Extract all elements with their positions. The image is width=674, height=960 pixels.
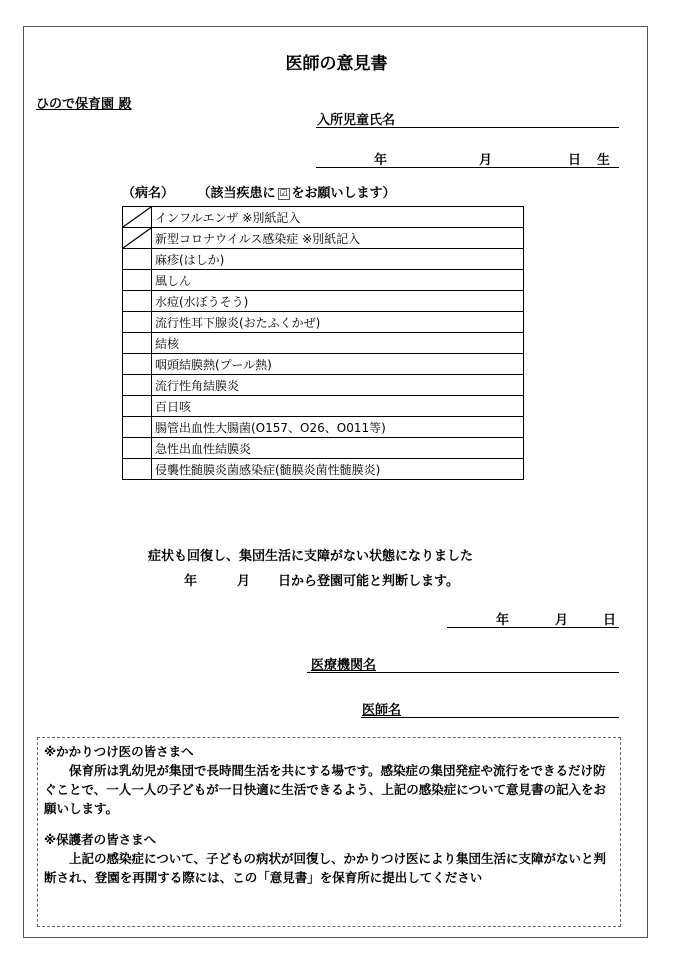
disease-checkbox[interactable]: [123, 207, 152, 228]
addressee: ひので保育園 殿: [36, 97, 132, 112]
statement-year-label: 年: [184, 574, 198, 589]
attendance-statement: [184, 570, 459, 589]
guardians-heading: ※保護者の皆さまへ: [44, 832, 157, 847]
disease-name: 急性出血性結膜炎: [152, 438, 524, 459]
disease-name: 咽頭結膜熱(プール熱): [152, 354, 524, 375]
birthdate-month-label: 月: [479, 153, 493, 168]
disease-row: [123, 417, 524, 438]
disease-checkbox[interactable]: [123, 333, 152, 354]
disease-checkbox[interactable]: [123, 417, 152, 438]
disease-name: 百日咳: [152, 396, 524, 417]
statement-suffix: 日から登園可能と判断します。: [278, 574, 459, 589]
institution-label: 医療機関名: [311, 658, 377, 673]
disease-checkbox[interactable]: [123, 354, 152, 375]
disease-row: [123, 291, 524, 312]
disease-checkbox[interactable]: [123, 375, 152, 396]
disease-checkbox[interactable]: [123, 249, 152, 270]
doctors-heading: ※かかりつけ医の皆さまへ: [44, 744, 194, 759]
birthdate-day-label: 日: [568, 153, 582, 168]
opinion-form: [23, 26, 648, 938]
checkbox-icon: ☑: [279, 188, 288, 199]
form-title: 医師の意見書: [285, 54, 388, 74]
recovery-statement: 症状も回復し、集団生活に支障がない状態になりました: [148, 549, 474, 564]
disease-row: [123, 396, 524, 417]
disease-row: [123, 459, 524, 480]
disease-name: 新型コロナウイルス感染症 ※別紙記入: [152, 228, 524, 249]
disease-checkbox[interactable]: [123, 459, 152, 480]
disease-name: 麻疹(はしか): [152, 249, 524, 270]
disease-header-note-suffix: をお願いします）: [291, 186, 396, 201]
disease-table: [122, 206, 524, 480]
disease-checkbox[interactable]: [123, 270, 152, 291]
disease-row: [123, 438, 524, 459]
disease-row: [123, 249, 524, 270]
notes-box: [37, 737, 621, 927]
disease-row: [123, 270, 524, 291]
disease-name: 流行性角結膜炎: [152, 375, 524, 396]
disease-checkbox[interactable]: [123, 396, 152, 417]
disease-name: 流行性耳下腺炎(おたふくかぜ): [152, 312, 524, 333]
disease-name: 水痘(水ぼうそう): [152, 291, 524, 312]
disease-checkbox[interactable]: [123, 312, 152, 333]
child-name-label: 入所児童氏名: [317, 113, 396, 128]
disease-checkbox[interactable]: [123, 438, 152, 459]
date-field[interactable]: [447, 609, 619, 628]
disease-name: 侵襲性髄膜炎菌感染症(髄膜炎菌性髄膜炎): [152, 459, 524, 480]
disease-row: [123, 375, 524, 396]
disease-header: [122, 182, 396, 201]
slash-mark-icon: [123, 228, 151, 248]
date-day-label: 日: [603, 613, 617, 628]
disease-checkbox[interactable]: [123, 228, 152, 249]
disease-row: [123, 207, 524, 228]
guardians-body: 上記の感染症について、子どもの病状が回復し、かかりつけ医により集団生活に支障がないと判断され、登園を再開する際には、この「意見書」を保育所に提出してください: [44, 851, 607, 885]
birthdate-suffix-label: 生: [597, 153, 611, 168]
disease-row: [123, 354, 524, 375]
disease-row: [123, 312, 524, 333]
date-month-label: 月: [555, 613, 569, 628]
disease-name: インフルエンザ ※別紙記入: [152, 207, 524, 228]
doctors-body: 保育所は乳幼児が集団で長時間生活を共にする場です。感染症の集団発症や流行をできるだけ防ぐことで、一人一人の子どもが一日快適に生活できるよう、上記の感染症について意見書の記入をお願いします。: [44, 763, 607, 816]
doctor-label: 医師名: [362, 703, 402, 718]
slash-mark-icon: [123, 207, 151, 227]
disease-row: [123, 333, 524, 354]
disease-name: 風しん: [152, 270, 524, 291]
disease-row: [123, 228, 524, 249]
disease-name: 腸管出血性大腸菌(O157、O26、O011等): [152, 417, 524, 438]
disease-header-label: （病名）: [122, 186, 175, 201]
statement-month-label: 月: [237, 574, 251, 589]
disease-header-note-prefix: （該当疾患に: [204, 186, 276, 201]
disease-name: 結核: [152, 333, 524, 354]
birthdate-year-label: 年: [374, 153, 388, 168]
date-year-label: 年: [496, 613, 510, 628]
disease-checkbox[interactable]: [123, 291, 152, 312]
